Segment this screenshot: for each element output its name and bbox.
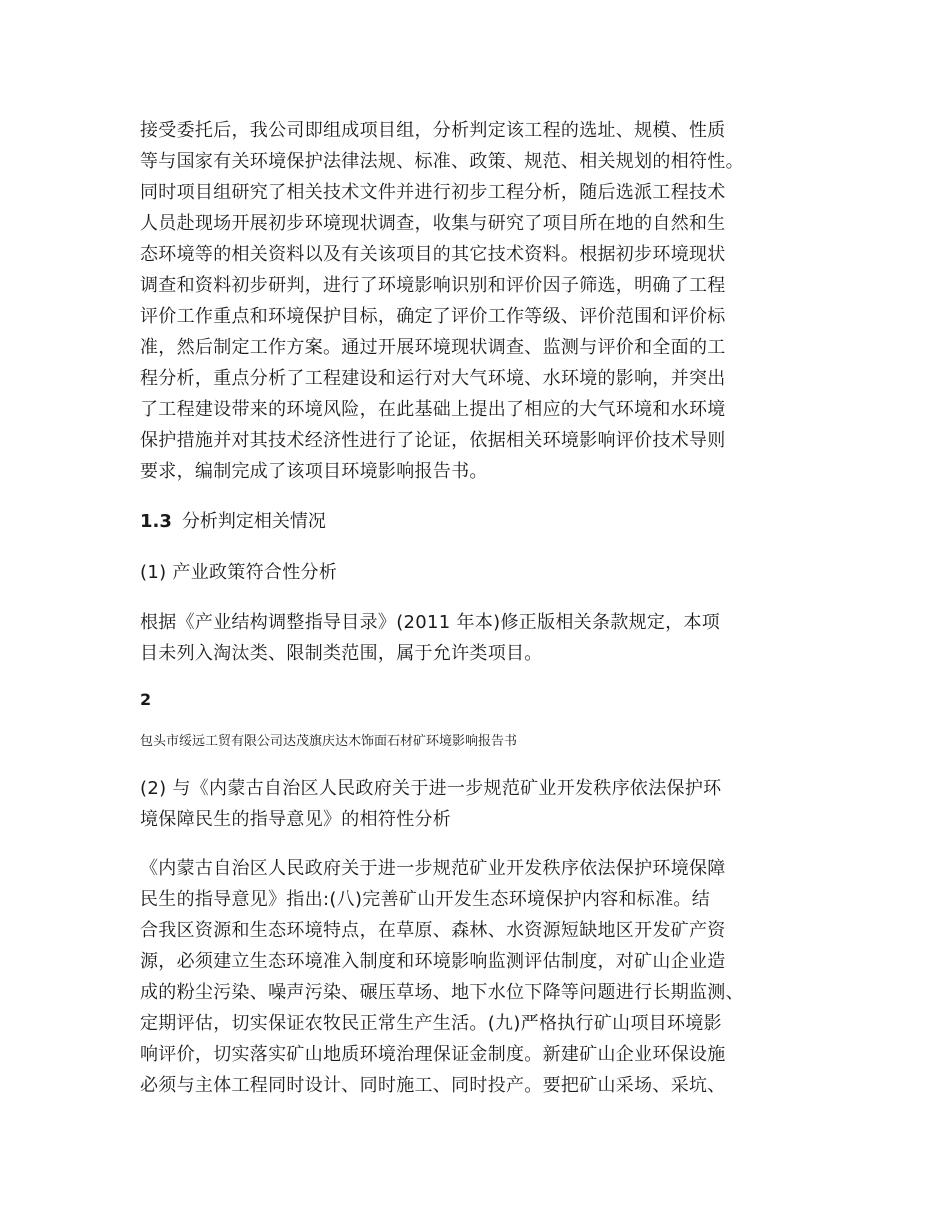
subsection-title: (1) 产业政策符合性分析 bbox=[140, 562, 338, 583]
text-line: 接受委托后，我公司即组成项目组，分析判定该工程的选址、规模、性质 bbox=[140, 120, 726, 141]
text-line: 准，然后制定工作方案。通过开展环境现状调查、监测与评价和全面的工 bbox=[140, 337, 726, 358]
text-line: 源，必须建立生态环境准入制度和环境影响监测评估制度，对矿山企业造 bbox=[140, 951, 726, 972]
section-heading bbox=[140, 509, 326, 535]
text-line: 态环境等的相关资料以及有关该项目的其它技术资料。根据初步环境现状 bbox=[140, 244, 726, 265]
running-header: 包头市绥远工贸有限公司达茂旗庆达木饰面石材矿环境影响报告书 bbox=[140, 734, 518, 749]
text-line: 同时项目组研究了相关技术文件并进行初步工程分析，随后选派工程技术 bbox=[140, 182, 726, 203]
text-line: 《内蒙古自治区人民政府关于进一步规范矿业开发秩序依法保护环境保障 bbox=[140, 858, 726, 879]
text-line: 了工程建设带来的环境风险，在此基础上提出了相应的大气环境和水环境 bbox=[140, 399, 726, 420]
section-number: 1.3 bbox=[140, 511, 172, 532]
text-line: 定期评估，切实保证农牧民正常生产生活。(九)严格执行矿山项目环境影 bbox=[140, 1013, 722, 1034]
text-line: 评价工作重点和环境保护目标，确定了评价工作等级、评价范围和评价标 bbox=[140, 306, 726, 327]
text-line: 人员赴现场开展初步环境现状调查，收集与研究了项目所在地的自然和生 bbox=[140, 213, 726, 234]
text-line: 合我区资源和生态环境特点，在草原、森林、水资源短缺地区开发矿产资 bbox=[140, 920, 726, 941]
text-line: (2) 与《内蒙古自治区人民政府关于进一步规范矿业开发秩序依法保护环 bbox=[140, 778, 722, 799]
text-line: 境保障民生的指导意见》的相符性分析 bbox=[140, 809, 452, 830]
section-title: 分析判定相关情况 bbox=[181, 511, 326, 532]
text-line: 等与国家有关环境保护法律法规、标准、政策、规范、相关规划的相符性。 bbox=[140, 151, 744, 172]
text-line: 民生的指导意见》指出:(八)完善矿山开发生态环境保护内容和标准。结 bbox=[140, 889, 711, 910]
text-line: 保护措施并对其技术经济性进行了论证，依据相关环境影响评价技术导则 bbox=[140, 430, 726, 451]
text-line: 成的粉尘污染、噪声污染、碾压草场、地下水位下降等问题进行长期监测、 bbox=[140, 982, 744, 1003]
text-line: 要求，编制完成了该项目环境影响报告书。 bbox=[140, 461, 488, 482]
text-line: 响评价，切实落实矿山地质环境治理保证金制度。新建矿山企业环保设施 bbox=[140, 1044, 726, 1065]
page-number: 2 bbox=[140, 690, 152, 709]
text-line: 程分析，重点分析了工程建设和运行对大气环境、水环境的影响，并突出 bbox=[140, 368, 726, 389]
text-line: 必须与主体工程同时设计、同时施工、同时投产。要把矿山采场、采坑、 bbox=[140, 1075, 726, 1096]
text-line: 目未列入淘汰类、限制类范围，属于允许类项目。 bbox=[140, 643, 543, 664]
text-line: 根据《产业结构调整指导目录》(2011 年本)修正版相关条款规定，本项 bbox=[140, 612, 721, 633]
text-line: 调查和资料初步研判，进行了环境影响识别和评价因子筛选，明确了工程 bbox=[140, 275, 726, 296]
